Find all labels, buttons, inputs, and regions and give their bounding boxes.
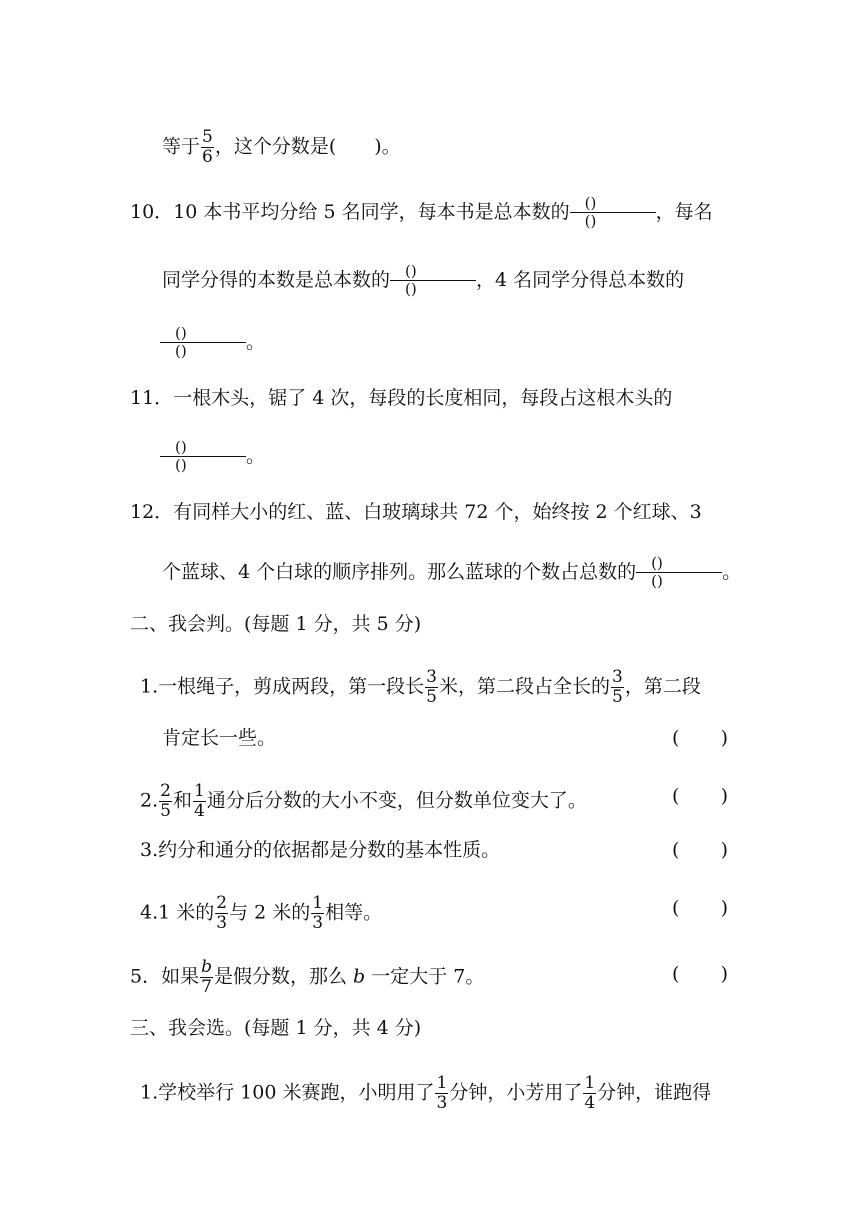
- fraction: $\frac{3}{5}$: [611, 667, 623, 707]
- fraction: $\frac{3}{5}$: [426, 667, 437, 707]
- judge-item-2-answer[interactable]: ( ): [672, 785, 728, 807]
- text: 等于: [162, 135, 201, 158]
- text: 。: [246, 331, 266, 353]
- q11-line-1: [130, 386, 672, 410]
- q10-line-3: [160, 326, 265, 360]
- fraction: $\frac{1}{4}$: [193, 781, 205, 821]
- section-choose-title: 三、我会选。(每题 1 分，共 4 分): [130, 1017, 422, 1039]
- fraction: $\frac{1}{3}$: [436, 1073, 448, 1113]
- text: 。: [722, 561, 742, 583]
- text: 4.1 米的: [140, 901, 215, 924]
- text: ，这个分数是( )。: [214, 135, 401, 158]
- fraction: $\frac{b}{7}$: [201, 957, 212, 997]
- fraction-blank[interactable]: () (): [160, 440, 246, 474]
- judge-item-3: 3.约分和通分的依据都是分数的基本性质。: [140, 839, 501, 861]
- fraction-blank[interactable]: () (): [160, 326, 246, 360]
- judge-item-4-answer[interactable]: ( ): [672, 897, 728, 919]
- q10-line-2: [162, 264, 684, 298]
- question-number: 11．: [130, 387, 174, 409]
- judge-item-1-answer[interactable]: ( ): [672, 727, 728, 749]
- judge-item-5: [130, 958, 484, 997]
- text: 相等。: [325, 901, 383, 924]
- text: 个蓝球、4 个白球的顺序排列。那么蓝球的个数占总数的: [162, 561, 637, 583]
- q12-line-2: [162, 556, 741, 590]
- judge-item-4: [140, 894, 382, 933]
- text: 10 本书平均分给 5 名同学，每本书是总本数的: [173, 201, 570, 223]
- judge-item-2: [140, 782, 587, 821]
- q12-line-1: [130, 500, 702, 524]
- fraction-blank[interactable]: () (): [570, 196, 656, 230]
- section-judge-title: 二、我会判。(每题 1 分，共 5 分): [130, 613, 422, 635]
- text: 2.: [140, 789, 159, 812]
- text: ，4 名同学分得总本数的: [476, 269, 685, 291]
- judge-item-1-line-1: [140, 668, 701, 707]
- q9-tail-line: [162, 128, 401, 167]
- text: ，第二段: [624, 675, 701, 698]
- text: 一根木头，锯了 4 次，每段的长度相同，每段占这根木头的: [173, 387, 673, 409]
- fraction: $\frac{2}{5}$: [160, 781, 171, 821]
- text: 与 2 米的: [229, 901, 311, 924]
- text: 通分后分数的大小不变，但分数单位变大了。: [206, 789, 587, 812]
- text: 5．如果: [130, 965, 200, 988]
- fraction-blank[interactable]: () (): [636, 556, 722, 590]
- q11-line-2: [160, 440, 265, 474]
- fraction-blank[interactable]: () (): [390, 264, 476, 298]
- judge-item-1-line-2: 肯定长一些。: [162, 727, 277, 749]
- variable: b: [353, 965, 366, 988]
- text: 同学分得的本数是总本数的: [162, 269, 391, 291]
- numerator: 5: [202, 127, 213, 147]
- text: 分钟，谁跑得: [597, 1081, 712, 1104]
- question-number: 12．: [130, 501, 174, 523]
- choose-item-1: [140, 1074, 711, 1113]
- denominator: 6: [202, 147, 213, 167]
- fraction: [201, 128, 214, 167]
- text: 是假分数，那么: [213, 965, 347, 988]
- text: 有同样大小的红、蓝、白玻璃球共 72 个，始终按 2 个红球、3: [173, 501, 702, 523]
- judge-item-5-answer[interactable]: ( ): [672, 963, 728, 985]
- fraction: $\frac{1}{3}$: [312, 893, 324, 933]
- fraction: $\frac{1}{4}$: [584, 1073, 596, 1113]
- question-number: 10．: [130, 201, 174, 223]
- text: 1.学校举行 100 米赛跑，小明用了: [140, 1081, 435, 1104]
- q10-line-1: [130, 196, 713, 230]
- text: 和: [172, 789, 192, 812]
- text: 一定大于 7。: [371, 965, 485, 988]
- text: ，每名: [655, 201, 713, 223]
- fraction: $\frac{2}{3}$: [216, 893, 228, 933]
- text: 米，第二段占全长的: [438, 675, 610, 698]
- text: 1.一根绳子，剪成两段，第一段长: [140, 675, 425, 698]
- text: 分钟，小芳用了: [449, 1081, 583, 1104]
- text: 。: [246, 445, 266, 467]
- judge-item-3-answer[interactable]: ( ): [672, 839, 728, 861]
